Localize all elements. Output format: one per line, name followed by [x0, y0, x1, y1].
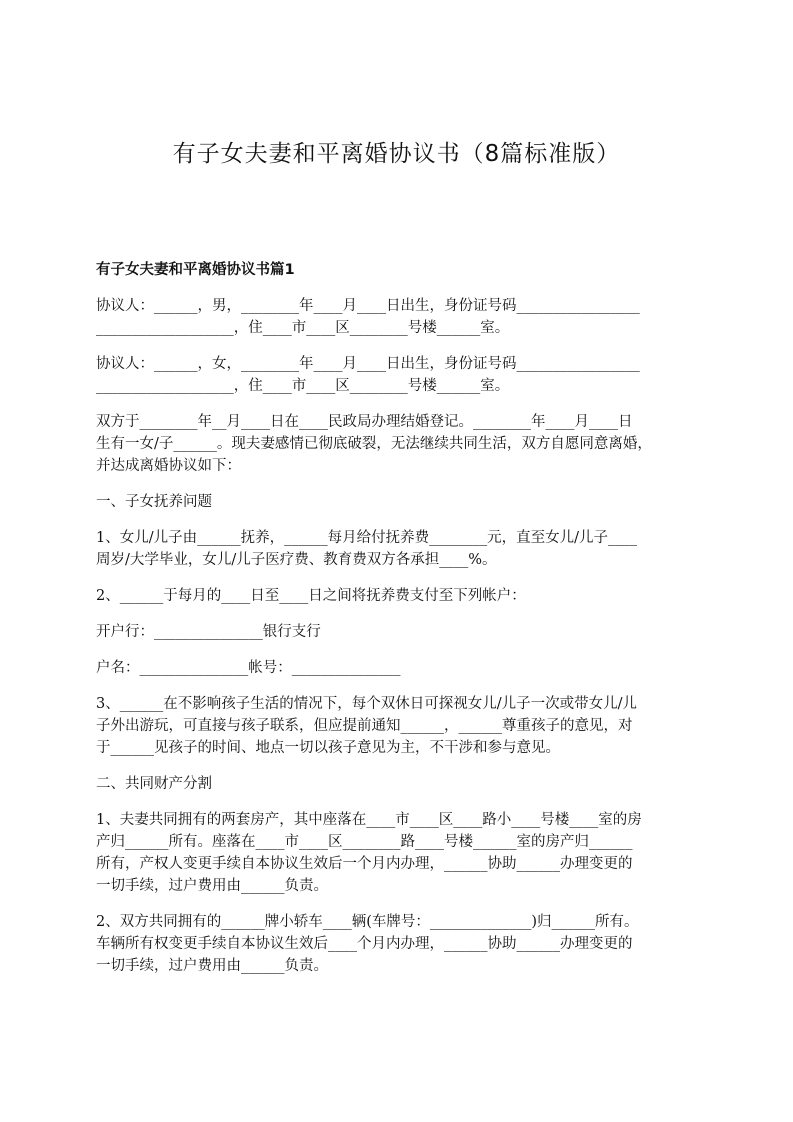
text-line: ___________________，住____市____区________号楼______室。 — [96, 378, 510, 394]
text-line: 车辆所有权变更手续自本协议生效后____个月内办理，______协助______办理变更的 — [96, 936, 633, 952]
text-line: 于______见孩子的时间、地点一切以孩子意见为主，不干涉和参与意见。 — [96, 740, 560, 756]
property-item-2 — [96, 911, 700, 977]
page-title: 有子女夫妻和平离婚协议书（8篇标准版） — [172, 141, 621, 167]
text-line: 2、______于每月的____日至____日之间将抚养费支付至下列帐户： — [96, 588, 526, 604]
intro-paragraph — [96, 411, 700, 477]
text-line: 产归______所有。座落在____市____区________路____号楼______室的房产归______ — [96, 834, 633, 850]
text-line: 双方于________年__月____日在____民政局办理结婚登记。________年____月____日 — [96, 414, 633, 430]
text-line: 1、女儿/儿子由______抚养，______每月给付抚养费________元，直至女儿/儿子____ — [96, 530, 637, 546]
section-title-children: 一、子女抚养问题 — [96, 494, 212, 510]
children-item-3 — [96, 693, 700, 759]
account-line — [96, 657, 700, 679]
text-line: 所有，产权人变更手续自本协议生效后一个月内办理，______协助______办理变更的 — [96, 856, 633, 872]
section-heading: 有子女夫妻和平离婚协议书篇1 — [96, 262, 295, 278]
text-line: 生有一女/子______。现夫妻感情已彻底破裂，无法继续共同生活，双方自愿同意离婚， — [96, 436, 652, 452]
party1-paragraph — [96, 295, 700, 339]
text-line: 开户行：_______________银行支行 — [96, 624, 321, 640]
text-line: 并达成离婚协议如下： — [96, 458, 241, 474]
text-line: 户名：_______________帐号：_______________ — [96, 660, 401, 676]
text-line: 1、夫妻共同拥有的两套房产，其中座落在____市____区____路小____号楼____室的房 — [96, 812, 642, 828]
children-item-1 — [96, 527, 700, 571]
text-line: 周岁/大学毕业，女儿/儿子医疗费、教育费双方各承担____%。 — [96, 552, 497, 568]
text-line: ___________________，住____市____区________号楼______室。 — [96, 320, 510, 336]
text-line: 2、双方共同拥有的______牌小轿车____辆(车牌号：______________)归______所有。 — [96, 914, 639, 930]
bank-line — [96, 621, 700, 643]
property-item-1 — [96, 809, 700, 897]
section-title-property: 二、共同财产分割 — [96, 776, 212, 792]
children-item-2 — [96, 585, 700, 607]
party2-paragraph — [96, 353, 700, 397]
text-line: 一切手续，过户费用由______负责。 — [96, 958, 328, 974]
text-line: 协议人：______，女，________年____月____日出生，身份证号码_________________ — [96, 356, 640, 372]
document-body — [96, 258, 700, 991]
text-line: 一切手续，过户费用由______负责。 — [96, 878, 328, 894]
text-line: 子外出游玩，可直接与孩子联系，但应提前通知______，______尊重孩子的意见，对 — [96, 718, 633, 734]
text-line: 3、______在不影响孩子生活的情况下，每个双休日可探视女儿/儿子一次或带女儿/儿 — [96, 696, 637, 712]
text-line: 协议人：______，男，________年____月____日出生，身份证号码_________________ — [96, 298, 640, 314]
